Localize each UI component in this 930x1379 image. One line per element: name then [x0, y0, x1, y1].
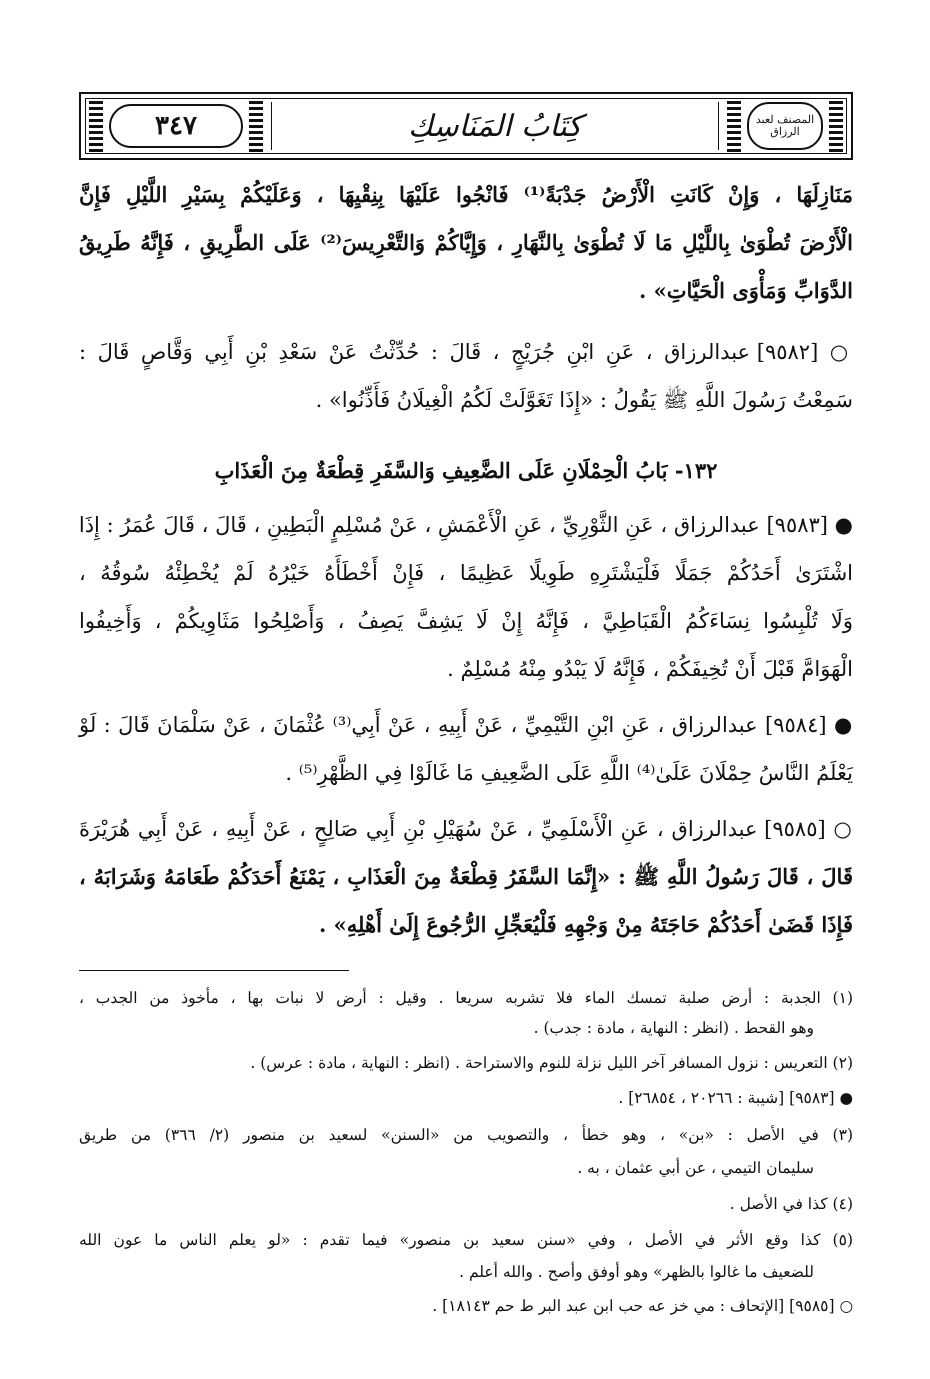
- hadith-9584-line: ● [٩٥٨٤] عبدالرزاق ، عَنِ ابْنِ التَّيْمِيِّ ، عَنْ أَبِيهِ ، عَنْ أَبِي⁽³⁾ عُثْمَانَ ، عَنْ سَلْمَانَ قَالَ : لَوْ: [79, 713, 853, 737]
- ornament-border: [249, 100, 263, 152]
- ornament-border: [727, 100, 741, 152]
- footnote: (٢) التعريس : نزول المسافر آخر الليل نزلة للنوم والاستراحة . (انظر : النهاية ، مادة : عرس) .: [250, 1054, 853, 1072]
- hadith-9582-line: ○ [٩٥٨٢] عبدالرزاق ، عَنِ ابْنِ جُرَيْجٍ ، قَالَ : حُدِّثْتُ عَنْ سَعْدِ بْنِ أَبِي وَقَّاصٍ قَالَ :: [79, 340, 854, 364]
- text-line: مَنَازِلَهَا ، وَإِنْ كَانَتِ الْأَرْضُ جَدْبَةً⁽¹⁾ فَانْجُوا عَلَيْهَا بِنِقْيِهَا ، وَعَلَيْكُمْ بِسَيْرِ اللَّيْلِ فَإِنَّ: [79, 182, 853, 207]
- page-number: ٣٤٧: [155, 111, 197, 141]
- chapter-heading: ١٣٢- بَابُ الْحِمْلَانِ عَلَى الضَّعِيفِ وَالسَّفَرِ قِطْعَةٌ مِنَ الْعَذَابِ: [214, 458, 718, 483]
- footnote: (٣) في الأصل : «بن» ، وهو خطأ ، والتصويب من «السنن» لسعيد بن منصور (٢/ ٣٦٦) من طريق: [79, 1126, 853, 1144]
- hadith-9583-line: اشْتَرَىٰ أَحَدُكُمْ جَمَلًا فَلْيَشْتَرِهِ طَوِيلًا عَظِيمًا ، فَإِنْ أَخْطَأَهُ خَيْرُهُ لَمْ يُخْطِئْهُ سُوقُهُ ،: [79, 561, 853, 585]
- ornament-border: [89, 100, 103, 152]
- book-title: كِتَابُ المَنَاسِكِ: [408, 108, 582, 144]
- footnote-reference: ● [٩٥٨٣] [شيبة : ٢٠٢٦٦ ، ٢٦٨٥٤] .: [618, 1089, 853, 1107]
- footnote: سليمان التيمي ، عن أبي عثمان ، به .: [577, 1159, 814, 1177]
- page-header: [79, 92, 853, 160]
- title-panel: [271, 102, 719, 150]
- footnote: وهو القحط . (انظر : النهاية ، مادة : جدب) .: [533, 1019, 814, 1037]
- footnote: (١) الجدبة : أرض صلبة تمسك الماء فلا تشربه سريعا . وقيل : أرض لا نبات بها ، مأخوذ من الجدب ،: [79, 989, 853, 1007]
- hadith-9584-line: يَعْلَمُ النَّاسُ حِمْلَانَ عَلَىٰ⁽⁴⁾ اللَّهِ عَلَى الضَّعِيفِ مَا غَالَوْا فِي الظَّهْرِ⁽⁵⁾ .: [285, 761, 853, 785]
- page-number-cartouche: [109, 104, 243, 148]
- footnote: (٤) كذا في الأصل .: [729, 1195, 853, 1213]
- footnote-separator: [79, 970, 349, 971]
- hadith-9583-line: ● [٩٥٨٣] عبدالرزاق ، عَنِ الثَّوْرِيِّ ، عَنِ الْأَعْمَشِ ، عَنْ مُسْلِمٍ الْبَطِينِ ، قَالَ ، قَالَ عُمَرُ : إِذَا: [78, 513, 853, 537]
- hadith-9585-line: قَالَ ، قَالَ رَسُولُ اللَّهِ ﷺ : «إِنَّمَا السَّفَرُ قِطْعَةٌ مِنَ الْعَذَابِ ، يَمْنَعُ أَحَدَكُمْ طَعَامَهُ وَشَرَابَهُ ،: [79, 864, 853, 889]
- footnote-reference: ○ [٩٥٨٥] [الإتحاف : مي خز عه حب ابن عبد البر ط حم ١٨١٤٣] .: [432, 1297, 853, 1315]
- text-line: الدَّوَابِّ وَمَأْوَى الْحَيَّاتِ» .: [638, 278, 853, 303]
- logo-text: المصنف لعبد الرزاق: [755, 113, 815, 138]
- book-logo: [747, 102, 823, 150]
- hadith-9585-line: فَإِذَا قَضَىٰ أَحَدُكُمْ حَاجَتَهُ مِنْ وَجْهِهِ فَلْيُعَجِّلِ الرُّجُوعَ إِلَىٰ أَهْلِهِ» .: [319, 912, 853, 937]
- ornament-border: [829, 100, 843, 152]
- hadith-9582-line: سَمِعْتُ رَسُولَ اللَّهِ ﷺ يَقُولُ : «إِذَا تَغَوَّلَتْ لَكُمُ الْغِيلَانُ فَأَذِّنُوا» .: [315, 388, 853, 412]
- hadith-9585-line: ○ [٩٥٨٥] عبدالرزاق ، عَنِ الْأَسْلَمِيِّ ، عَنْ سُهَيْلِ بْنِ أَبِي صَالِحٍ ، عَنْ أَبِيهِ ، عَنْ أَبِي هُرَيْرَةَ: [79, 817, 853, 841]
- hadith-9583-line: وَلَا تُلْبِسُوا نِسَاءَكُمُ الْقَبَاطِيَّ ، فَإِنَّهُ إِنْ لَا يَشِفَّ يَصِفُ ، وَأَصْلِحُوا مَثَاوِيكُمْ ، وَأَخِيفُوا: [79, 609, 853, 633]
- hadith-9583-line: الْهَوَامَّ قَبْلَ أَنْ تُخِيفَكُمْ ، فَإِنَّهُ لَا يَبْدُو مِنْهُ مُسْلِمٌ .: [447, 657, 853, 681]
- footnote: (٥) كذا وقع الأثر في الأصل ، وفي «سنن سعيد بن منصور» فيما تقدم : «لو يعلم الناس ما عون الله: [79, 1231, 853, 1249]
- footnote: للضعيف ما غالوا بالظهر» وهو أوفق وأصح . والله أعلم .: [459, 1263, 814, 1281]
- text-line: الْأَرْضَ تُطْوَىٰ بِاللَّيْلِ مَا لَا تُطْوَىٰ بِالنَّهَارِ ، وَإِيَّاكُمْ وَالتَّعْرِيسَ⁽²⁾ عَلَى الطَّرِيقِ ، فَإِنَّهُ طَرِيقُ: [79, 230, 853, 255]
